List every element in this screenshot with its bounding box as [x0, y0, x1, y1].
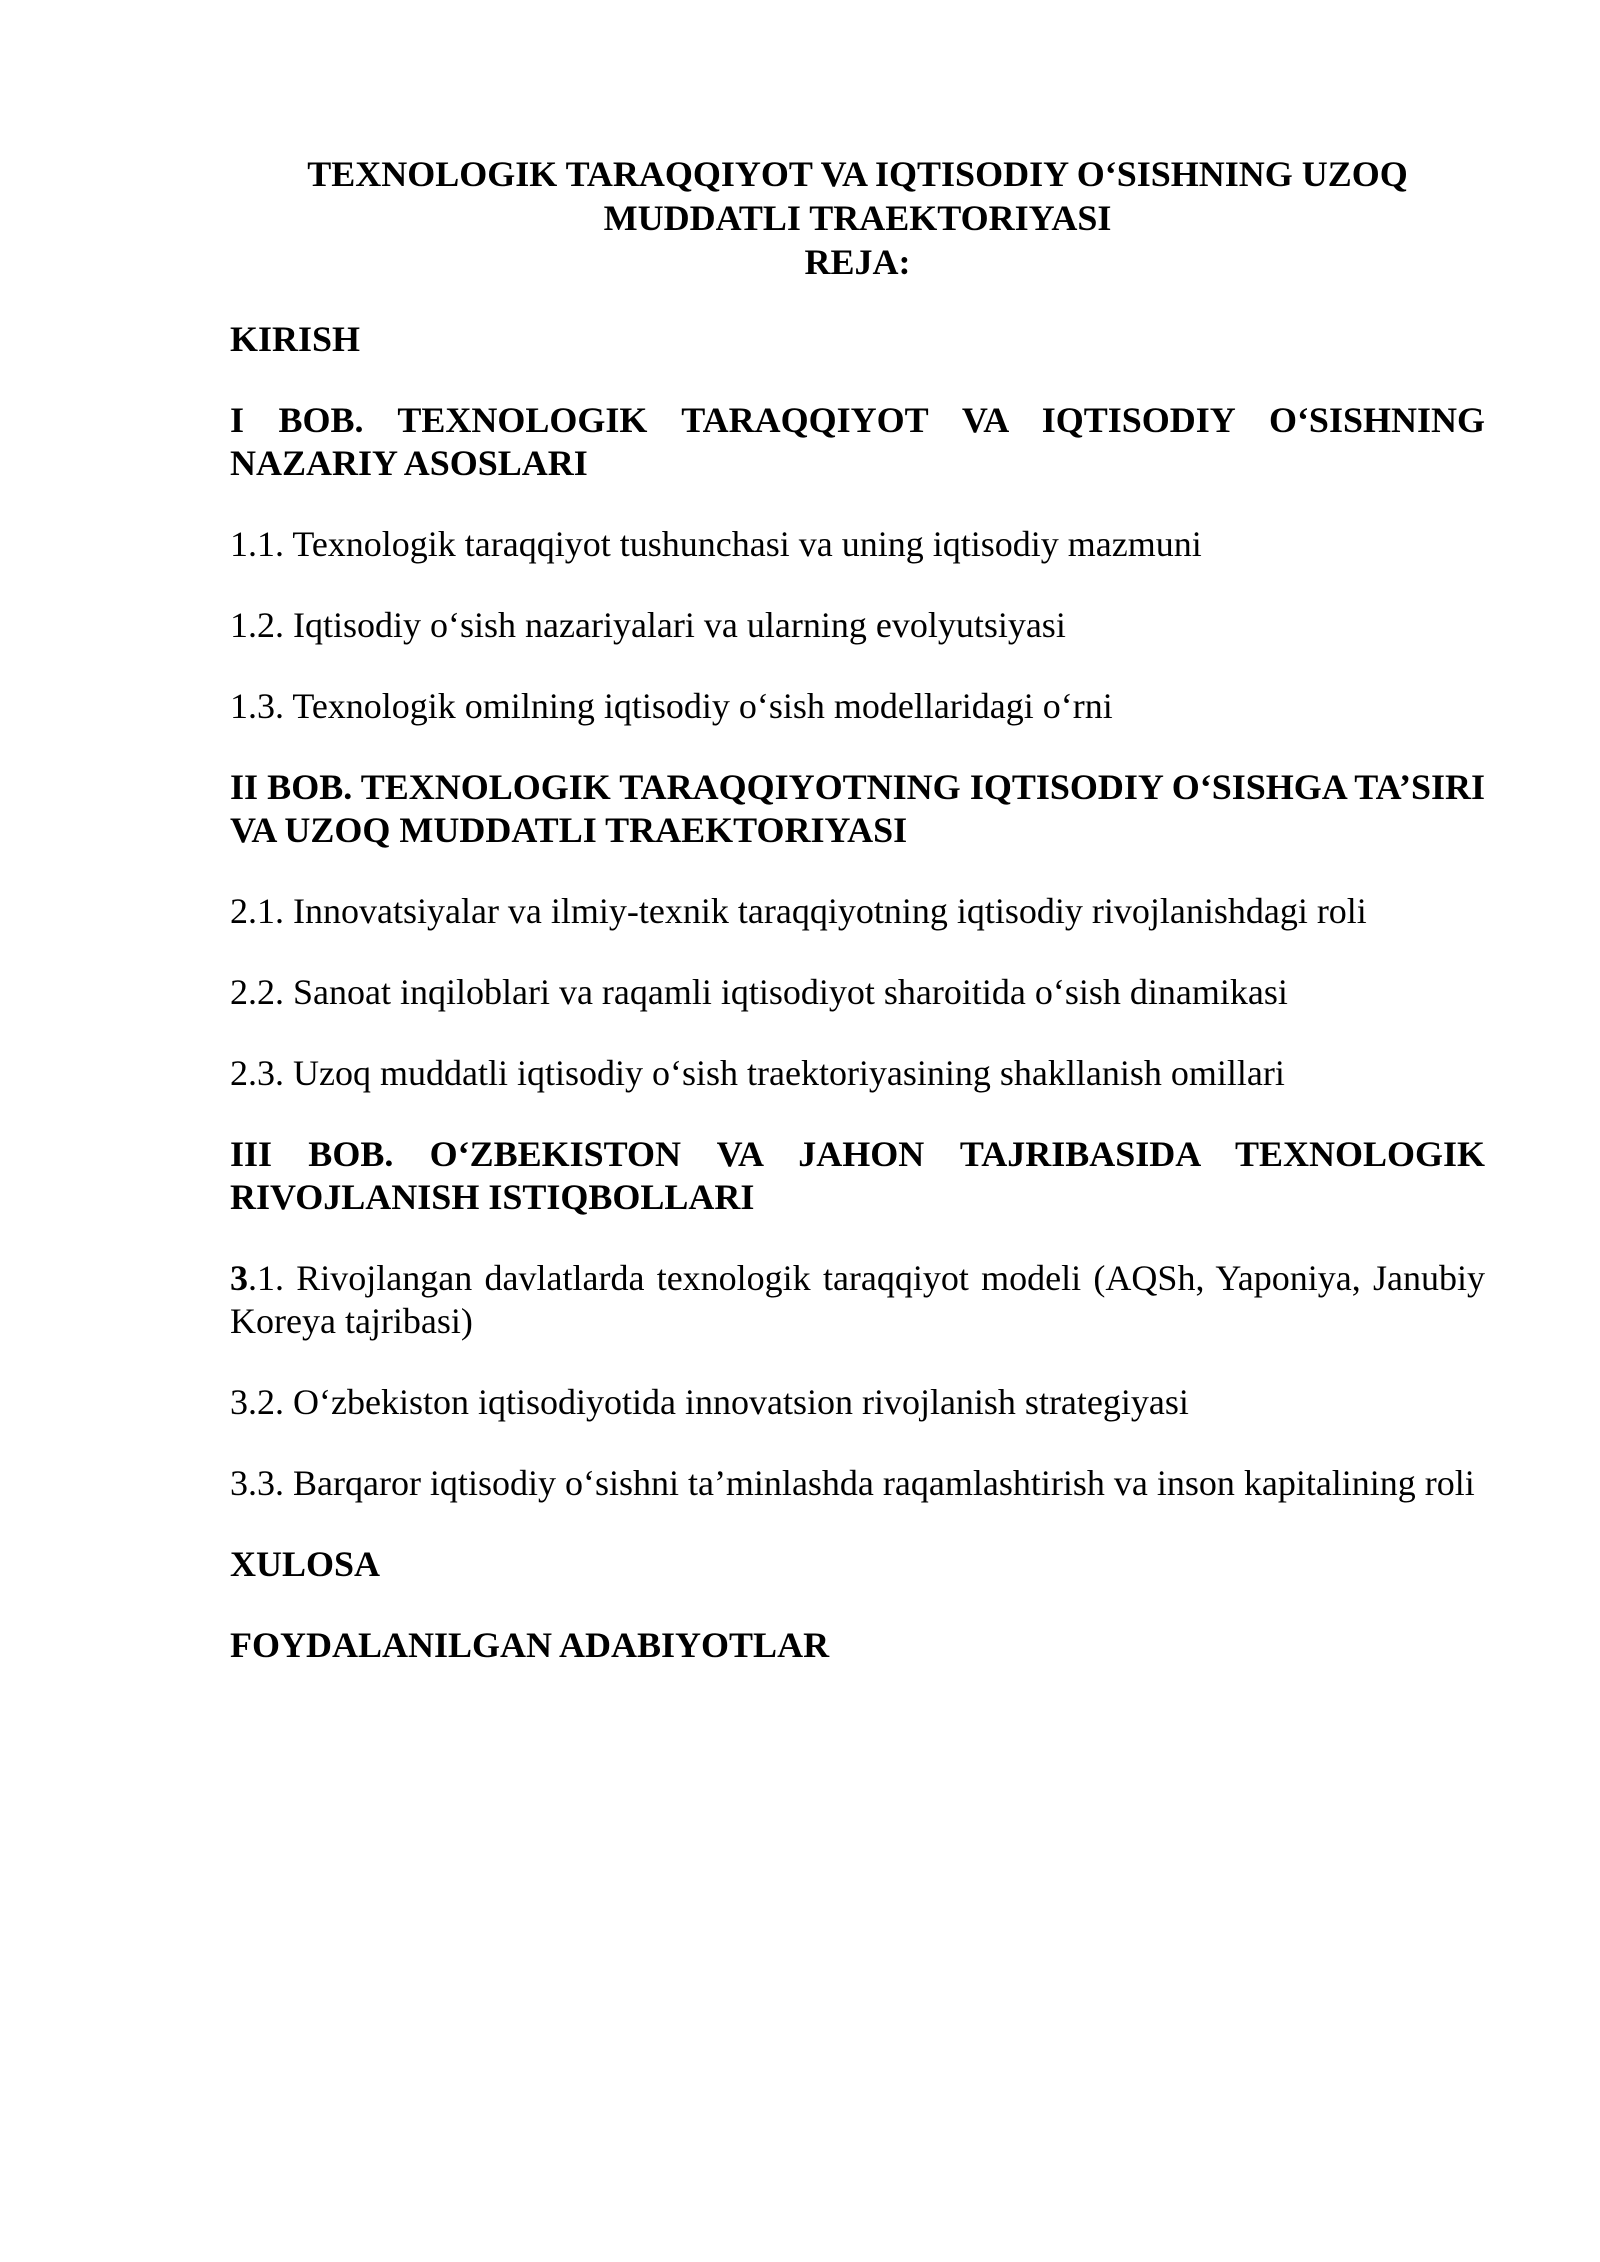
section-2-3: 2.3. Uzoq muddatli iqtisodiy o‘sish traektoriyasining shakllanish omillari [230, 1053, 1285, 1093]
section-1-1: 1.1. Texnologik taraqqiyot tushunchasi va uning iqtisodiy mazmuni [230, 524, 1202, 564]
section-3-1 [230, 1257, 1485, 1343]
table-of-contents [230, 318, 1485, 1705]
section-2-2: 2.2. Sanoat inqiloblari va raqamli iqtisodiyot sharoitida o‘sish dinamikasi [230, 972, 1288, 1012]
section-2-1: 2.1. Innovatsiyalar va ilmiy-texnik taraqqiyotning iqtisodiy rivojlanishdagi roli [230, 891, 1367, 931]
section-3-3: 3.3. Barqaror iqtisodiy o‘sishni ta’minlashda raqamlashtirish va inson kapitalining roli [230, 1463, 1475, 1503]
document-title-line-1: TEXNOLOGIK TARAQQIYOT VA IQTISODIY O‘SISHNING UZOQ [307, 154, 1408, 194]
document-title-line-2: MUDDATLI TRAEKTORIYASI [603, 198, 1112, 238]
toc-intro: KIRISH [230, 319, 361, 359]
document-title-block [230, 152, 1485, 284]
plan-label: REJA: [804, 242, 911, 282]
chapter-2-heading: II BOB. TEXNOLOGIK TARAQQIYOTNING IQTISODIY O‘SISHGA TA’SIRI VA UZOQ MUDDATLI TRAEKTORIYASI [230, 767, 1485, 850]
toc-references: FOYDALANILGAN ADABIYOTLAR [230, 1625, 830, 1665]
toc-conclusion: XULOSA [230, 1544, 381, 1584]
section-3-2: 3.2. O‘zbekiston iqtisodiyotida innovatsion rivojlanish strategiyasi [230, 1382, 1189, 1422]
section-1-3: 1.3. Texnologik omilning iqtisodiy o‘sish modellaridagi o‘rni [230, 686, 1113, 726]
section-1-2: 1.2. Iqtisodiy o‘sish nazariyalari va ularning evolyutsiyasi [230, 605, 1066, 645]
section-3-1-number: 3 [230, 1258, 248, 1298]
section-3-1-text: .1. Rivojlangan davlatlarda texnologik taraqqiyot modeli (AQSh, Yaponiya, Janubiy Koreya tajribasi) [230, 1258, 1485, 1341]
chapter-1-heading: I BOB. TEXNOLOGIK TARAQQIYOT VA IQTISODIY O‘SISHNING NAZARIY ASOSLARI [230, 400, 1485, 483]
chapter-3-heading: III BOB. O‘ZBEKISTON VA JAHON TAJRIBASIDA TEXNOLOGIK RIVOJLANISH ISTIQBOLLARI [230, 1134, 1485, 1217]
